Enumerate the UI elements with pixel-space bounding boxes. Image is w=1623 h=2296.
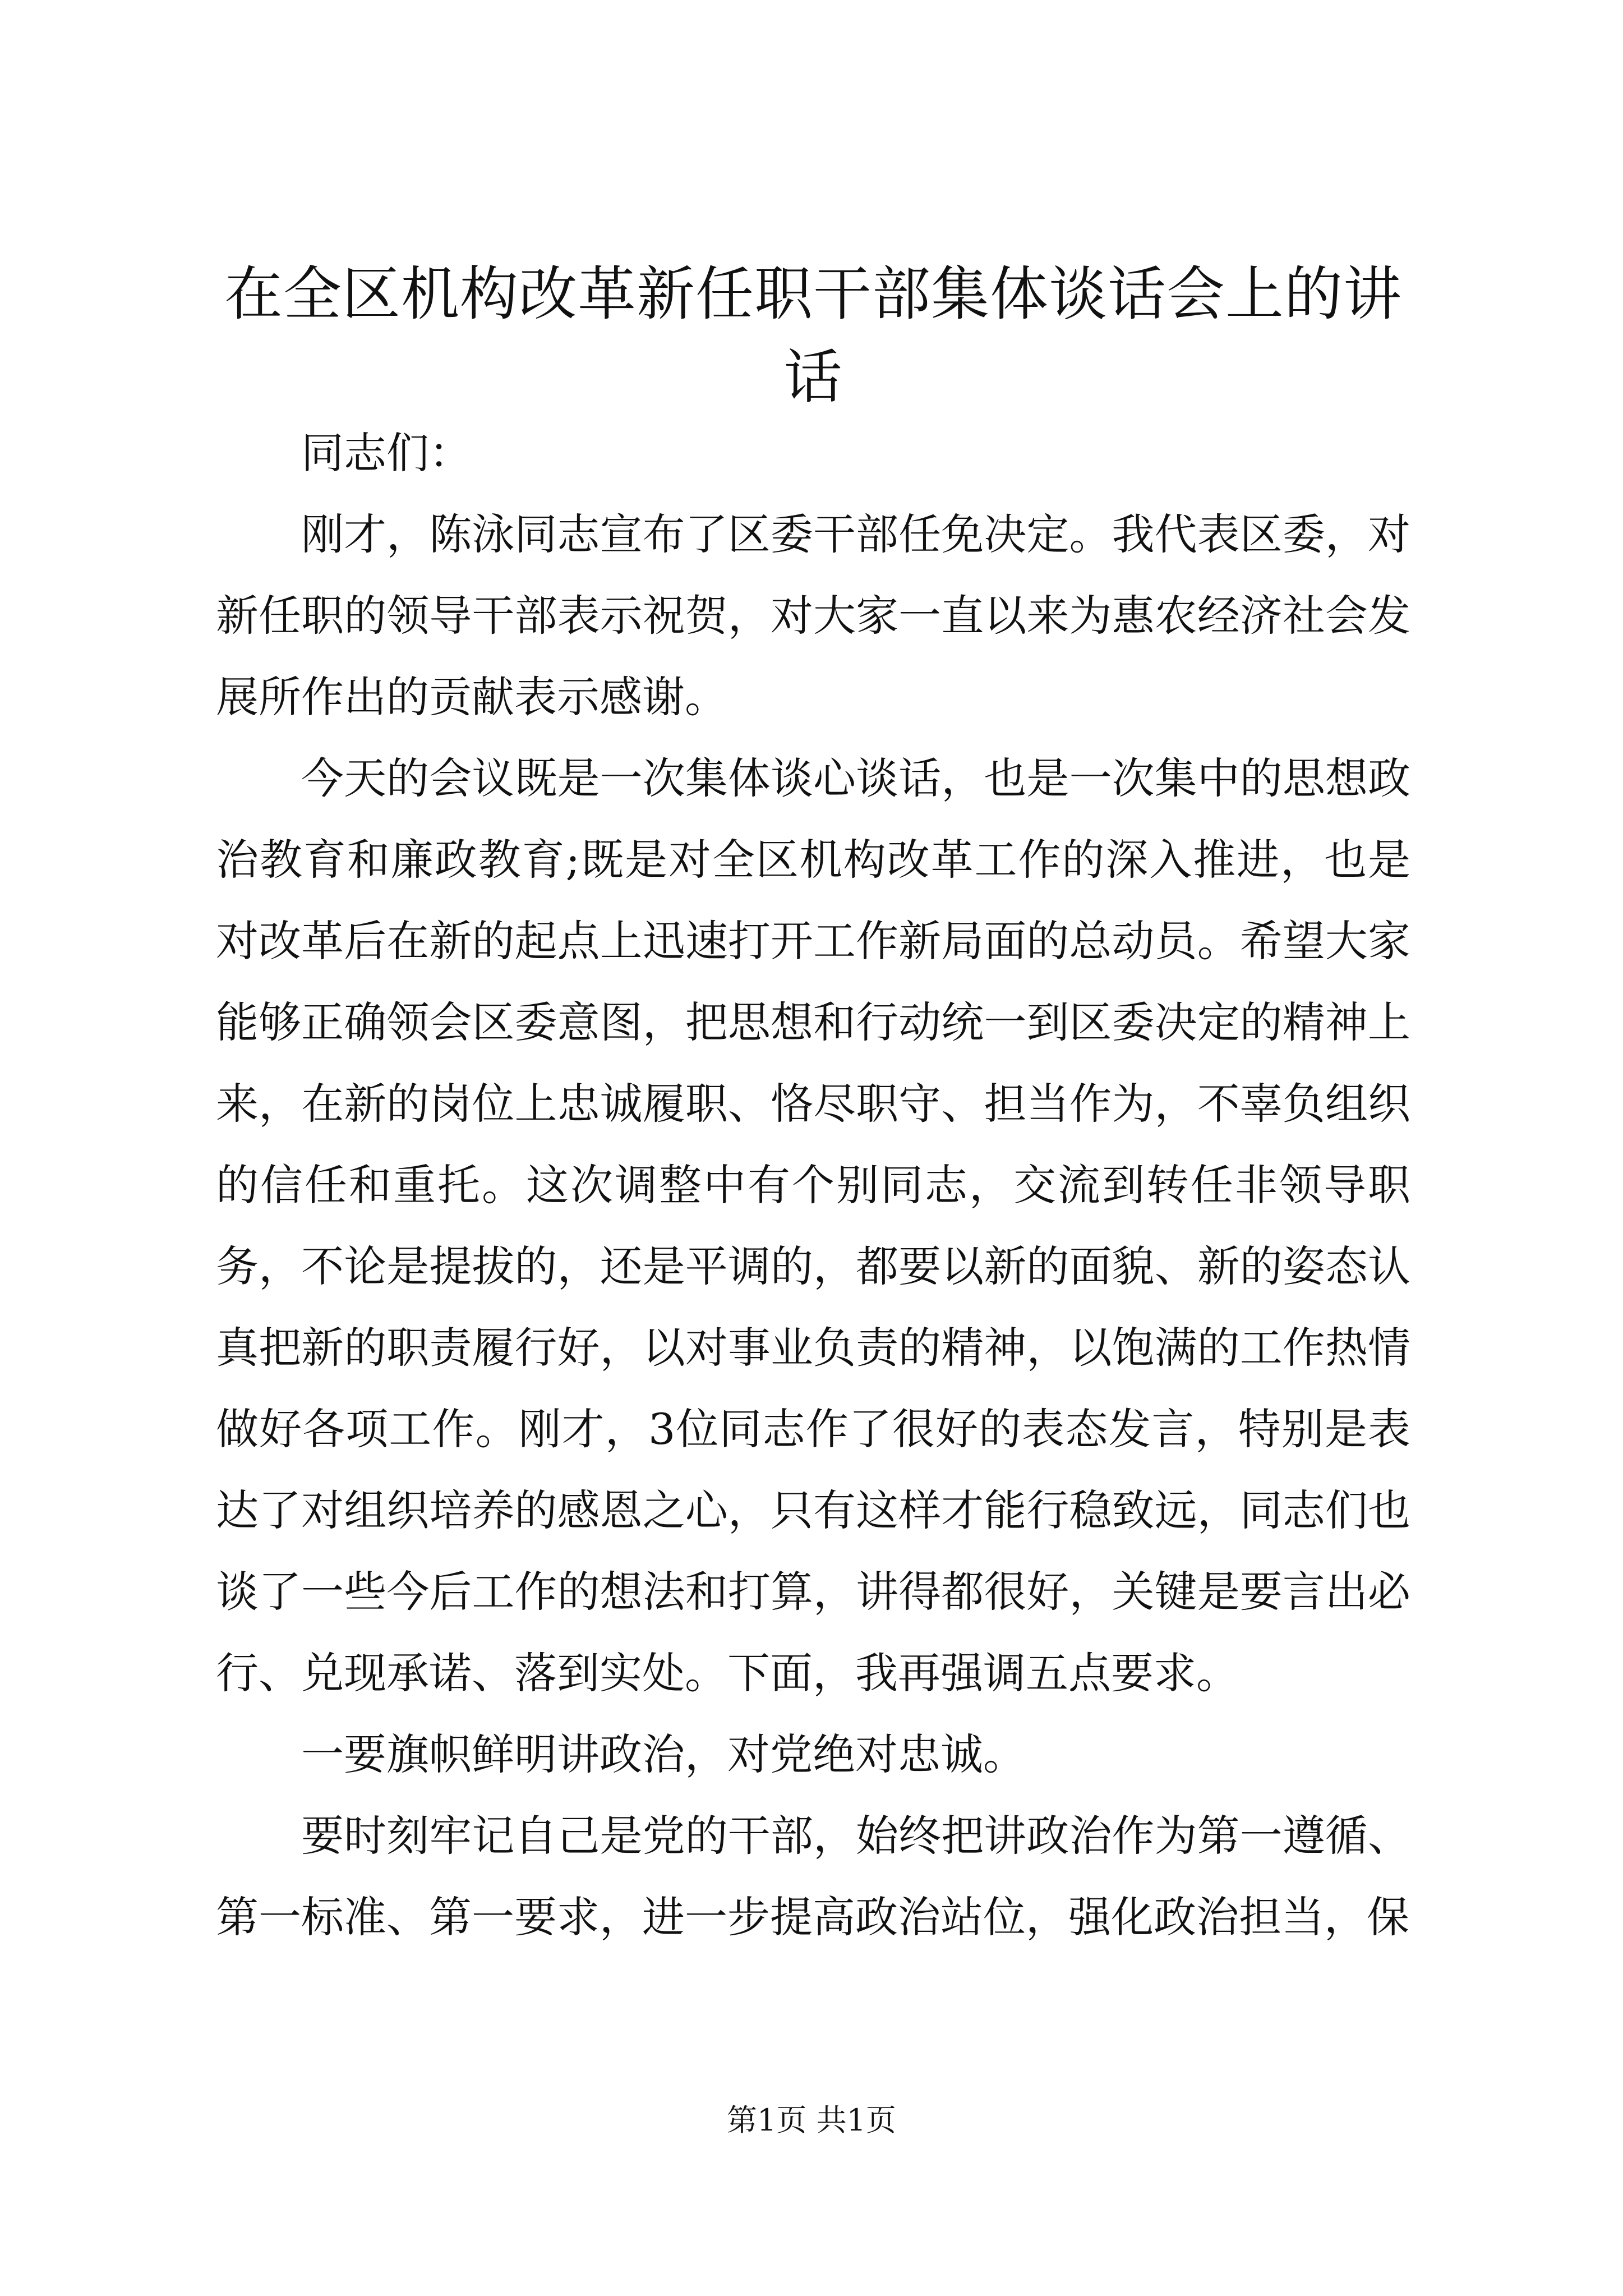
document-body: [216, 412, 1410, 1958]
paragraph-section-1: 要时刻牢记自己是党的干部，始终把讲政治作为第一遵循、第一标准、第一要求，进一步提高政治站位，强化政治担当，保: [216, 1811, 1410, 1942]
document-title: 在全区机构改革新任职干部集体谈话会上的讲话: [224, 260, 1402, 411]
paragraph-opening: 刚才，陈泳同志宣布了区委干部任免决定。我代表区委，对新任职的领导干部表示祝贺，对大家一直以来为惠农经济社会发展所作出的贡献表示感谢。: [216, 509, 1410, 722]
section-heading-1: 一要旗帜鲜明讲政治，对党绝对忠诚。: [301, 1729, 1026, 1779]
salutation: 同志们：: [301, 428, 472, 478]
paragraph-meeting-purpose: 今天的会议既是一次集体谈心谈话，也是一次集中的思想政治教育和廉政教育;既是对全区机构改革工作的深入推进，也是对改革后在新的起点上迅速打开工作新局面的总动员。希望大家能够正确领会区委意图，把思想和行动统一到区委决定的精神上来，在新的岗位上忠诚履职、恪尽职守、担当作为，不辜负组织的信任和重托。这次调整中有个别同志，交流到转任非领导职务，不论是提拔的，还是平调的，都要以新的面貌、新的姿态认真把新的职责履行好，以对事业负责的精神，以饱满的工作热情做好各项工作。刚才，3位同志作了很好的表态发言，特别是表达了对组织培养的感恩之心，只有这样才能行稳致远，同志们也谈了一些今后工作的想法和打算，讲得都很好，关键是要言出必行、兑现承诺、落到实处。下面，我再强调五点要求。: [216, 753, 1410, 1698]
page-number-footer: 第1页 共1页: [727, 2102, 896, 2138]
